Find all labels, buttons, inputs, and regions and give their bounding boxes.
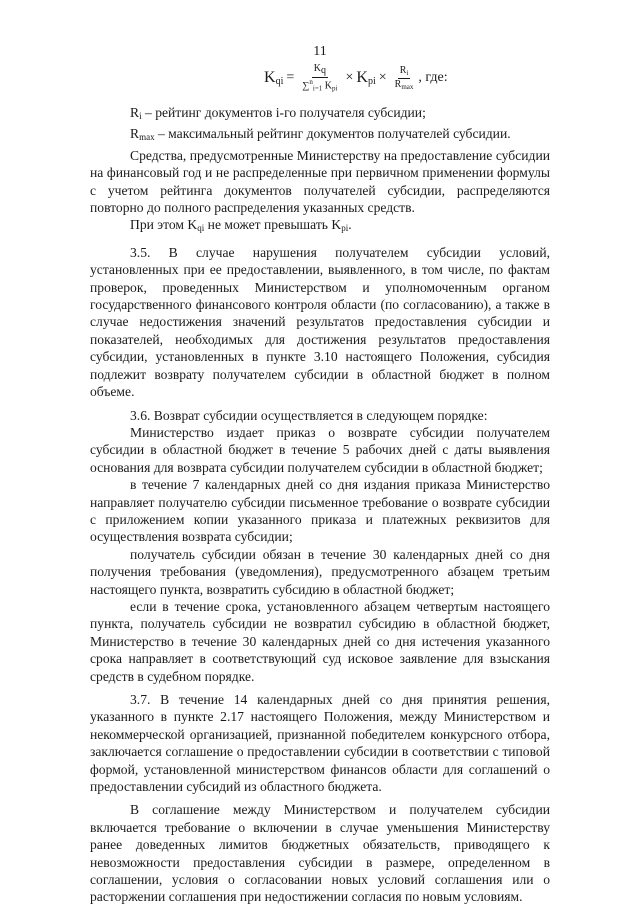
paragraph-text: если в течение срока, установленного абзацем четвертым настоящего пункта, получатель субсидии не возвратил субсидию в областной бюджет, Министерство в течение 30 календарных дней со дня истечения указанного срока направляет в соответствующий суд исковое заявление для взыскания средств в судебном порядке.: [90, 598, 550, 684]
paragraph: [90, 424, 550, 476]
paragraph-text: – рейтинг документов i-го получателя субсидии;: [141, 105, 426, 120]
formula-lhs: $K_{qi}$: [264, 68, 284, 87]
paragraph-text: Средства, предусмотренные Министерству на предоставление субсидии на финансовый год и не распределенные при первичном применении формулы с учетом рейтинга документов получателей субсидии, распределяются повторно до полного распределения указанных средств.: [90, 147, 550, 216]
formula: [264, 64, 448, 92]
paragraph-text: R: [130, 105, 140, 120]
paragraph: [90, 691, 550, 795]
paragraph-text: 3.5. В случае нарушения получателем субсидии условий, установленных при ее предоставлении, выявленного, в том числе, по фактам проверок, проведенных Министерством и уполномоченным органом государственного финансового контроля области (по согласованию), а также в случае недостижения значений результатов предоставления субсидии и показателей, необходимых для достижения результатов предоставления субсидии, установленных в пункте 3.10 настоящего Положения, субсидия подлежит возврату получателем субсидии в областной бюджет в полном объеме.: [90, 244, 550, 400]
paragraph-subscript: max: [139, 132, 155, 143]
paragraph: [90, 598, 550, 685]
paragraph-subscript: qi: [197, 223, 205, 234]
paragraph: [90, 476, 550, 546]
paragraph-text: получатель субсидии обязан в течение 30 календарных дней со дня получения требования (уведомления), предусмотренного абзацем третьим настоящего пункта, возвратить субсидию в областной бюджет;: [90, 546, 550, 597]
paragraph: [90, 147, 550, 217]
paragraph: [90, 801, 550, 905]
paragraph-text: R: [130, 126, 140, 142]
paragraph-text: в течение 7 календарных дней со дня издания приказа Министерство направляет получателю субсидии письменное требование о возврате субсидии с приложением копии указанного приказа и платежных реквизитов для осуществления возврата субсидии;: [90, 477, 550, 545]
paragraph: [90, 216, 550, 237]
paragraph: [90, 104, 550, 125]
formula-fraction-1: $\frac{K_q}{\sum^n_{i=1} K_{pi}}$: [302, 63, 338, 93]
body-text: [90, 104, 550, 906]
formula-times-1: ×: [345, 70, 354, 86]
formula-mid: $K_{pi}$: [356, 68, 376, 87]
formula-fraction-2: $\frac{R_i}{R_{max}}$: [394, 64, 414, 91]
paragraph-text: .: [348, 217, 352, 233]
page-number: 11: [313, 44, 327, 59]
paragraph-text: При этом K: [130, 217, 198, 233]
formula-times-2: ×: [378, 70, 387, 86]
paragraph-text: не может превышать K: [204, 217, 342, 233]
formula-tail: , где:: [418, 70, 448, 86]
paragraph-text: Министерство издает приказ о возврате субсидии получателем субсидии в областной бюджет в течение 5 рабочих дней с даты выявления основания для возврата субсидии получателем субсидии в областной бюджет;: [90, 424, 550, 475]
paragraph: [90, 244, 550, 401]
paragraph-text: 3.7. В течение 14 календарных дней со дня принятия решения, указанного в пункте 2.17 настоящего Положения, между Министерством и некоммерческой организацией, признанной победителем конкурсного отбора, заключается соглашение о предоставлении субсидии в соответствии с типовой формой, установленной министерством финансов области для соглашений о предоставлении субсидий из областного бюджета.: [90, 692, 550, 795]
paragraph-subscript: i: [139, 111, 142, 121]
formula-equals: =: [286, 70, 295, 86]
paragraph-text: 3.6. Возврат субсидии осуществляется в следующем порядке:: [130, 407, 488, 423]
paragraph-text: В соглашение между Министерством и получателем субсидии включается требование о включении в случае уменьшения Министерству ранее доведенных лимитов бюджетных обязательств, приводящего к невозможности предоставления субсидии в размере, определенном в соглашении, условия о согласовании новых условий соглашения или о расторжении соглашения при недостижении согласия по новым условиям.: [90, 802, 550, 905]
paragraph: [90, 407, 550, 424]
paragraph: [90, 546, 550, 598]
paragraph-text: – максимальный рейтинг документов получателей субсидии.: [154, 126, 511, 142]
paragraph-subscript: pi: [341, 223, 349, 234]
paragraph: [90, 125, 550, 146]
